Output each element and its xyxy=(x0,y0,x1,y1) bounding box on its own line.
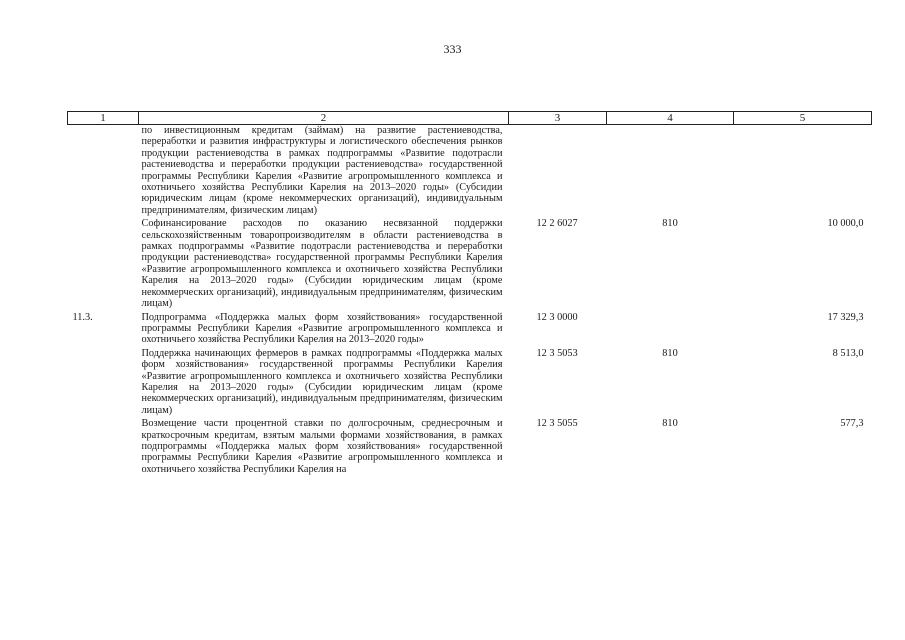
row-description: Возмещение части процентной ставки по долгосрочным, среднесрочным и краткосрочным кредитам, взятым малыми формами хозяйствования, в рамках подпрограммы «Поддержка малых форм хозяйствования» государственной программы Республики Карелия «Развитие агропромышленного комплекса и охотничьего хозяйства Республики Карелия на xyxy=(141,418,503,475)
table-row xyxy=(68,418,872,477)
row-expense-type xyxy=(607,312,734,348)
column-header-3: 3 xyxy=(509,112,607,125)
row-expense-type: 810 xyxy=(662,218,678,230)
row-number xyxy=(68,418,139,477)
row-code: 12 3 0000 xyxy=(536,311,578,323)
column-header-4: 4 xyxy=(607,112,734,125)
row-code: 12 3 5055 xyxy=(536,418,578,430)
row-number: 11.3. xyxy=(72,311,93,323)
row-expense-type xyxy=(607,125,734,219)
page-number: 333 xyxy=(443,42,462,56)
column-header-5: 5 xyxy=(734,112,872,125)
row-expense-type: 810 xyxy=(662,418,678,430)
row-amount: 17 329,3 xyxy=(827,311,864,323)
budget-table xyxy=(67,111,872,477)
row-number xyxy=(68,125,139,219)
row-number xyxy=(68,218,139,311)
table-row xyxy=(68,348,872,418)
row-amount: 577,3 xyxy=(840,418,864,430)
row-amount: 8 513,0 xyxy=(832,347,864,359)
table-row xyxy=(68,125,872,219)
row-expense-type: 810 xyxy=(662,347,678,359)
table-header-row xyxy=(68,112,872,125)
row-code xyxy=(509,125,607,219)
table-row xyxy=(68,218,872,311)
row-code: 12 2 6027 xyxy=(536,218,578,230)
row-number xyxy=(68,348,139,418)
row-amount: 10 000,0 xyxy=(827,218,864,230)
row-description: Подпрограмма «Поддержка малых форм хозяйствования» государственной программы Республики Карелия «Развитие агропромышленного комплекса и охотничьего хозяйства Республики Карелия на 2013–2020 годы» xyxy=(141,311,503,346)
row-description: по инвестиционным кредитам (займам) на развитие растениеводства, переработки и развития инфраструктуры и логистического обеспечения рынков продукции растениеводства в рамках подпрограммы «Развитие подотрасли растениеводства и переработки продукции растениеводства» государственной программы Республики Карелия «Развитие агропромышленного комплекса и охотничьего хозяйства Республики Карелия на 2013–2020 годы» (Субсидии юридическим лицам (кроме некоммерческих организаций), индивидуальным предпринимателям, физическим лицам) xyxy=(141,125,503,216)
column-header-2: 2 xyxy=(139,112,509,125)
row-description: Софинансирование расходов по оказанию несвязанной поддержки сельскохозяйственным товаропроизводителям в области растениеводства в рамках подпрограммы «Развитие подотрасли растениеводства и переработки продукции растениеводства» государственной программы Республики Карелия «Развитие агропромышленного комплекса и охотничьего хозяйства Республики Карелия на 2013–2020 годы» (Субсидии юридическим лицам (кроме некоммерческих организаций), индивидуальным предпринимателям, физическим лицам) xyxy=(141,218,503,310)
row-code: 12 3 5053 xyxy=(536,347,578,359)
column-header-1: 1 xyxy=(68,112,139,125)
table-row xyxy=(68,312,872,348)
row-description: Поддержка начинающих фермеров в рамках подпрограммы «Поддержка малых форм хозяйствования» государственной программы Республики Карелия «Развитие агропромышленного комплекса и охотничьего хозяйства Республики Карелия на 2013–2020 годы» (Субсидии юридическим лицам (кроме некоммерческих организаций), индивидуальным предпринимателям, физическим лицам) xyxy=(141,347,503,416)
row-amount xyxy=(734,125,872,219)
